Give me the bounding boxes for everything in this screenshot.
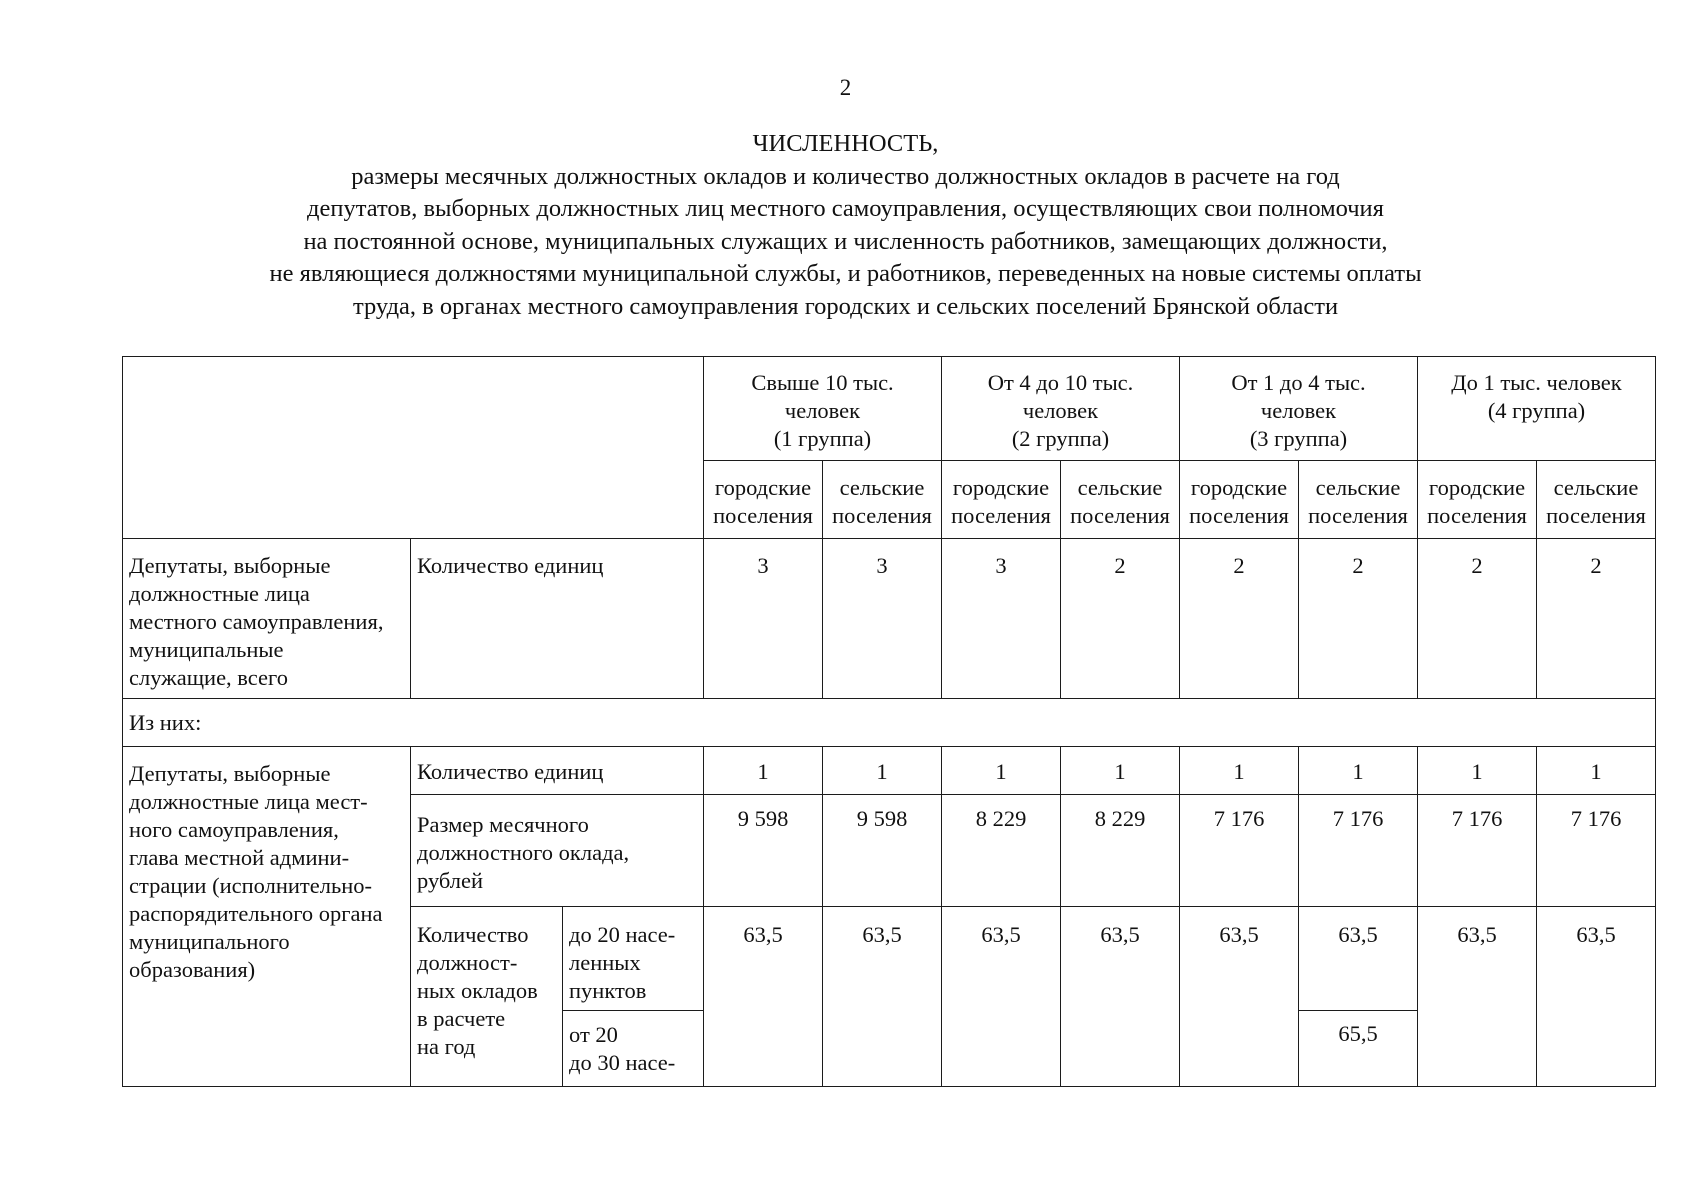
staffing-table: [122, 356, 1656, 1087]
value-cell: 8 229: [942, 795, 1061, 907]
value-cell: 7 176: [1537, 795, 1656, 907]
indicator-salaries-per-year: [411, 907, 563, 1087]
value-cell: 7 176: [1299, 795, 1418, 907]
subheader-rural: [823, 461, 942, 539]
title-heading: ЧИСЛЕННОСТЬ,: [752, 130, 939, 157]
indicator-units: Количество единиц: [411, 747, 704, 795]
subheader-text: поселения: [1308, 503, 1408, 528]
row-label-line: образования): [129, 957, 256, 982]
indicator-line: ных окладов: [417, 978, 538, 1003]
subheader-text: поселения: [1070, 503, 1170, 528]
title-line: депутатов, выборных должностных лиц местного самоуправления, осуществляющих свои полномочия: [307, 195, 1384, 222]
group-header-line: (1 группа): [773, 426, 872, 451]
sub-indicator-up-to-20: [563, 907, 704, 1011]
sub-indicator-line: пунктов: [569, 978, 647, 1003]
row-label-line: муниципальные: [129, 637, 284, 662]
subheader-text: сельские: [1077, 475, 1163, 500]
subheader-text: поселения: [951, 503, 1051, 528]
value-cell: 1: [1180, 747, 1299, 795]
subheader-text: городские: [714, 475, 812, 500]
value-cell: 63,5: [942, 907, 1061, 1087]
value-cell: 1: [823, 747, 942, 795]
row-label-line: должностные лица: [129, 581, 310, 606]
title-line: на постоянной основе, муниципальных служащих и численность работников, замещающих должности,: [303, 227, 1388, 255]
subheader-urban: [1180, 461, 1299, 539]
indicator-line: Размер месячного: [417, 812, 589, 837]
value-cell: 3: [704, 539, 823, 699]
sub-indicator-20-to-30: [563, 1011, 704, 1087]
value-cell: 2: [1537, 539, 1656, 699]
value-cell: 1: [1299, 747, 1418, 795]
value-cell: 3: [942, 539, 1061, 699]
subheader-text: поселения: [832, 503, 932, 528]
group-header-line: От 4 до 10 тыс.: [987, 370, 1134, 395]
indicator-line: в расчете: [417, 1006, 506, 1031]
subheader-text: поселения: [1189, 503, 1289, 528]
group-header-line: (4 группа): [1487, 398, 1586, 423]
group-header-line: До 1 тыс. человек: [1451, 370, 1622, 395]
subheader-text: городские: [1190, 475, 1288, 500]
group-header-line: Свыше 10 тыс.: [751, 370, 894, 395]
indicator-line: должност-: [417, 950, 518, 975]
subheader-text: сельские: [1553, 475, 1639, 500]
value-cell: 63,5: [1299, 907, 1418, 1011]
group-header-4: [1418, 357, 1656, 461]
value-cell: 1: [704, 747, 823, 795]
header-empty-cell: [123, 357, 704, 539]
subheader-text: сельские: [1315, 475, 1401, 500]
indicator-salary: [411, 795, 704, 907]
value-cell: 7 176: [1180, 795, 1299, 907]
subheader-text: поселения: [1427, 503, 1527, 528]
sub-indicator-line: до 20 насе-: [569, 922, 676, 947]
of-them-row: Из них:: [123, 699, 1656, 747]
row-label-line: Депутаты, выборные: [129, 553, 331, 578]
subheader-urban: [942, 461, 1061, 539]
sub-indicator-line: ленных: [569, 950, 641, 975]
value-cell: 1: [1537, 747, 1656, 795]
value-cell: 63,5: [1061, 907, 1180, 1087]
row-label-line: Депутаты, выборные: [129, 761, 331, 786]
row-label-line: местного самоуправления,: [129, 609, 384, 634]
group-header-line: От 1 до 4 тыс.: [1231, 370, 1366, 395]
value-cell: 7 176: [1418, 795, 1537, 907]
group-header-line: человек: [784, 398, 861, 423]
title-line: не являющиеся должностями муниципальной службы, и работников, переведенных на новые системы оплаты: [269, 260, 1422, 287]
value-cell: 63,5: [1537, 907, 1656, 1087]
value-cell: 1: [1418, 747, 1537, 795]
value-cell: 1: [1061, 747, 1180, 795]
group-header-line: человек: [1260, 398, 1337, 423]
value-cell: 3: [823, 539, 942, 699]
value-cell: 8 229: [1061, 795, 1180, 907]
value-cell: 1: [942, 747, 1061, 795]
value-cell: 2: [1418, 539, 1537, 699]
indicator-line: Количество: [417, 922, 529, 947]
document-title: [100, 128, 1591, 323]
value-cell: 2: [1061, 539, 1180, 699]
subheader-text: городские: [1428, 475, 1526, 500]
value-cell: 65,5: [1299, 1011, 1418, 1087]
title-line: труда, в органах местного самоуправления городских и сельских поселений Брянской области: [352, 292, 1339, 320]
value-cell: 2: [1180, 539, 1299, 699]
value-cell: 9 598: [823, 795, 942, 907]
value-cell: 63,5: [704, 907, 823, 1087]
subheader-text: поселения: [713, 503, 813, 528]
row-label-line: должностные лица мест-: [129, 789, 368, 814]
group-header-line: человек: [1022, 398, 1099, 423]
row-label-line: служащие, всего: [129, 665, 288, 690]
subheader-text: сельские: [839, 475, 925, 500]
row-label-line: ного самоуправления,: [129, 817, 339, 842]
subheader-text: городские: [952, 475, 1050, 500]
value-cell: 63,5: [823, 907, 942, 1087]
subheader-rural: [1299, 461, 1418, 539]
indicator-line: должностного оклада,: [417, 840, 630, 865]
row-label-line: муниципального: [129, 929, 290, 954]
value-cell: 2: [1299, 539, 1418, 699]
subheader-text: поселения: [1546, 503, 1646, 528]
row-label-line: страции (исполнительно-: [129, 873, 372, 898]
group-header-1: [704, 357, 942, 461]
group-header-line: (3 группа): [1249, 426, 1348, 451]
subheader-urban: [1418, 461, 1537, 539]
indicator-units: Количество единиц: [411, 539, 704, 699]
sub-indicator-line: до 30 насе-: [569, 1050, 676, 1075]
sub-indicator-line: от 20: [569, 1022, 618, 1047]
page-number: 2: [839, 75, 852, 100]
group-header-3: [1180, 357, 1418, 461]
title-line: размеры месячных должностных окладов и количество должностных окладов в расчете на год: [351, 162, 1340, 190]
subheader-urban: [704, 461, 823, 539]
group-header-line: (2 группа): [1011, 426, 1110, 451]
value-cell: 63,5: [1180, 907, 1299, 1087]
subheader-rural: [1537, 461, 1656, 539]
indicator-line: на год: [417, 1034, 476, 1059]
indicator-line: рублей: [417, 868, 484, 893]
subheader-rural: [1061, 461, 1180, 539]
row-label-line: распорядительного органа: [129, 901, 383, 926]
group-header-2: [942, 357, 1180, 461]
row-label-total: [123, 539, 411, 699]
value-cell: 9 598: [704, 795, 823, 907]
row-label-line: глава местной админи-: [129, 845, 350, 870]
value-cell: 63,5: [1418, 907, 1537, 1087]
row-label-deputies: [123, 747, 411, 1087]
